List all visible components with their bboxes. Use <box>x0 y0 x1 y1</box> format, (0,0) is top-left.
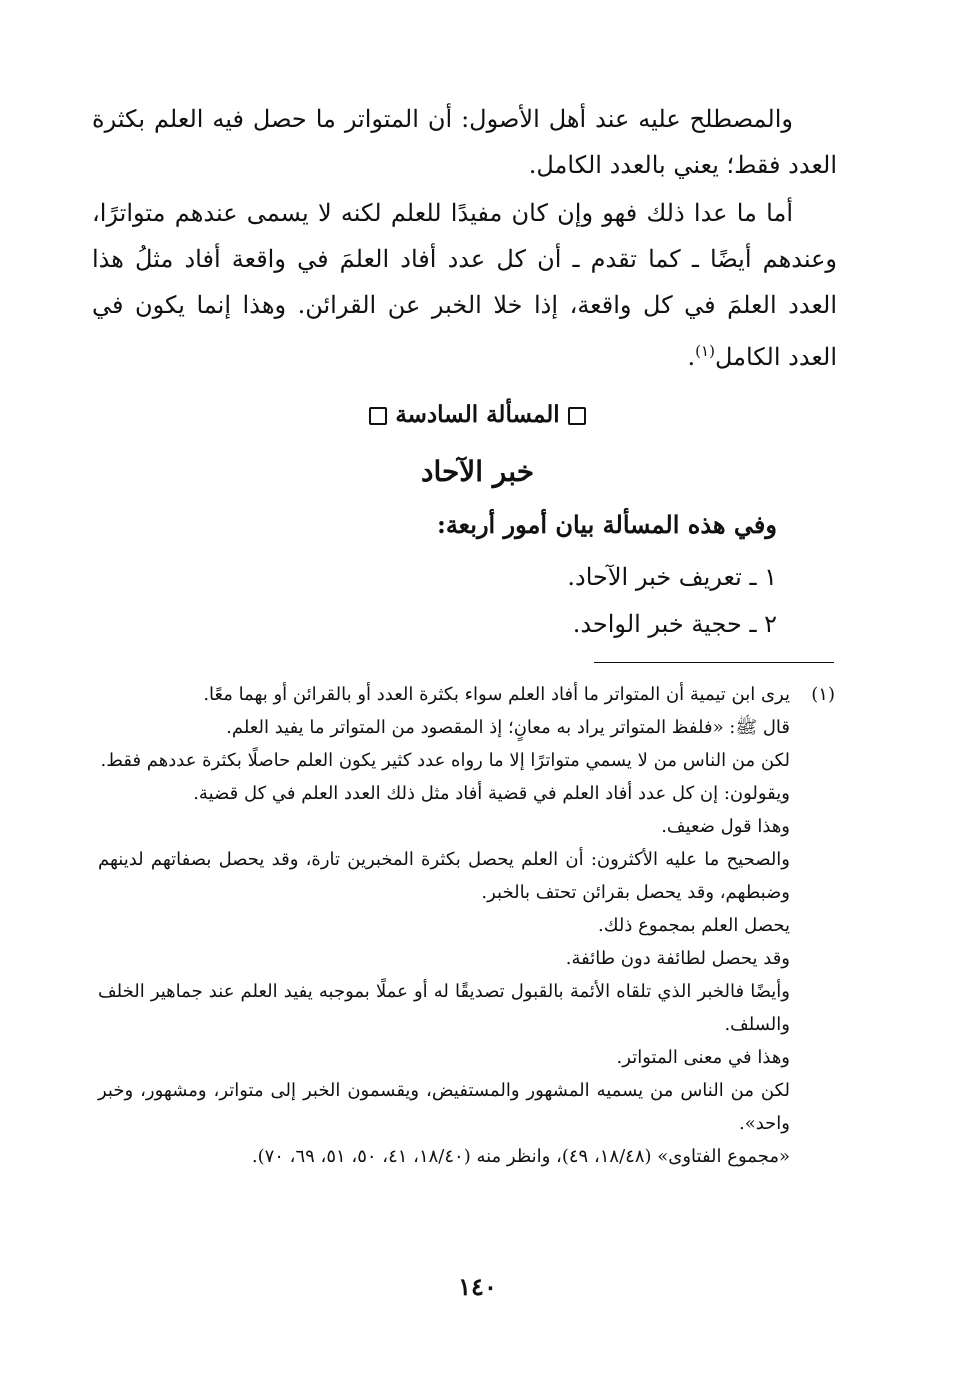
list-item: ١ ـ تعريف خبر الآحاد. <box>567 563 777 591</box>
footnote-separator <box>594 662 834 663</box>
topic-title: خبر الآحاد <box>420 455 534 488</box>
paragraph-end-mark: . <box>687 343 696 371</box>
footnote-reference[interactable]: (١) <box>695 342 715 360</box>
page-number: ١٤٠ <box>458 1272 497 1301</box>
list-item: ٢ ـ حجية خبر الواحد. <box>572 610 777 638</box>
footnote-line: وهذا قول ضعيف. <box>661 816 790 837</box>
footnote-line: قال ﷺ: «فلفظ المتواتر يراد به معانٍ؛ إذ المقصود من المتواتر ما يفيد العلم. <box>226 717 790 738</box>
footnote-line: والصحيح ما عليه الأكثرون: أن العلم يحصل بكثرة المخبرين تارة، وقد يحصل بصفاتهم لدينهم وضبطهم، وقد يحصل بقرائن تحتف بالخبر. <box>98 849 790 903</box>
body-paragraph-2 <box>92 190 837 380</box>
footnote-line: لكن من الناس من لا يسمي متواترًا إلا ما رواه عدد كثير يكون العلم حاصلًا بكثرة عددهم فقط. <box>100 750 790 771</box>
footnote-line: يحصل العلم بمجموع ذلك. <box>597 915 790 936</box>
paragraph-text-content: أما ما عدا ذلك فهو وإن كان مفيدًا للعلم لكنه لا يسمى عندهم متواترًا، وعندهم أيضًا ـ كما تقدم ـ أن كل عدد أفاد العلمَ في واقعة أفاد مثلُ هذا العدد العلمَ في كل واقعة، إذا خلا الخبر عن القرائن. وهذا إنما يكون في العدد الكامل <box>92 199 838 371</box>
section-heading <box>0 398 955 432</box>
footnote-line: وقد يحصل لطائفة دون طائفة. <box>565 948 790 969</box>
square-bullet-icon <box>369 407 387 425</box>
body-paragraph-1 <box>92 96 837 188</box>
footnote-line: ويقولون: إن كل عدد أفاد العلم في قضية أفاد مثل ذلك العدد العلم في كل قضية. <box>193 783 790 804</box>
intro-line: وفي هذه المسألة بيان أمور أربعة: <box>436 510 777 539</box>
footnote-line: وهذا في معنى المتواتر. <box>616 1047 790 1068</box>
footnote-marker: (١) <box>811 684 835 705</box>
footnote-citation: «مجموع الفتاوى» (١٨/٤٨، ٤٩)، وانظر منه (١٨/٤٠، ٤١، ٥٠، ٥١، ٦٩، ٧٠). <box>251 1146 790 1167</box>
square-bullet-icon <box>568 407 586 425</box>
paragraph-text <box>92 190 837 380</box>
footnote-line: يرى ابن تيمية أن المتواتر ما أفاد العلم سواء بكثرة العدد أو بالقرائن أو بهما معًا. <box>203 684 790 705</box>
paragraph-text: والمصطلح عليه عند أهل الأصول: أن المتواتر ما حصل فيه العلم بكثرة العدد فقط؛ يعني بالعدد الكامل. <box>92 105 837 179</box>
footnote-line: وأيضًا فالخبر الذي تلقاه الأئمة بالقبول تصديقًا له أو عملًا بموجبه يفيد العلم عند جماهير الخلف والسلف. <box>98 981 790 1035</box>
section-heading-text: المسألة السادسة <box>395 401 560 428</box>
footnote-body <box>98 678 790 1173</box>
footnote-line: لكن من الناس من يسميه المشهور والمستفيض، ويقسمون الخبر إلى متواتر، ومشهور، وخبر واحد». <box>98 1080 790 1134</box>
